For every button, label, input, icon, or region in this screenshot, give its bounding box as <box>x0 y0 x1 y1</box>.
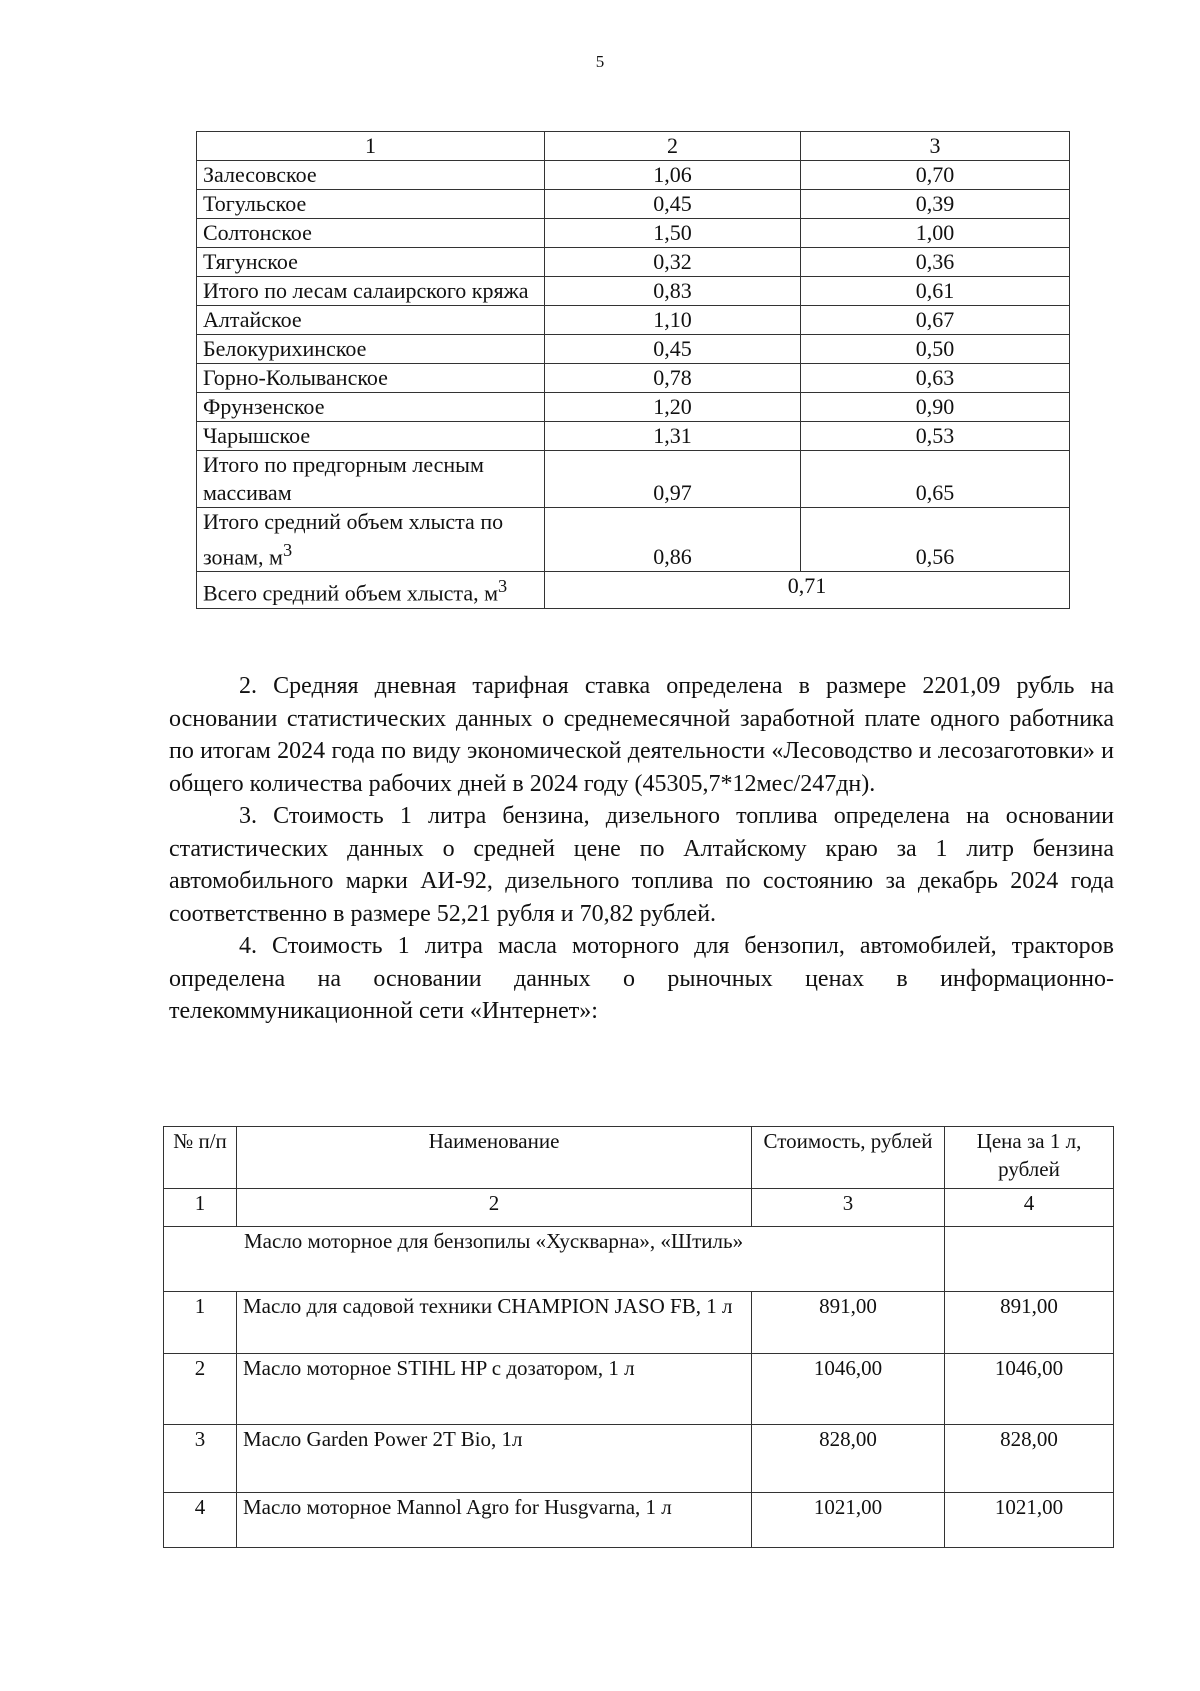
value-col2: 1,10 <box>545 306 801 335</box>
table-row <box>164 1493 1114 1548</box>
table-row <box>197 306 1070 335</box>
forest-name-text: Алтайское <box>203 307 302 332</box>
value-col2: 0,45 <box>545 335 801 364</box>
table-row <box>197 335 1070 364</box>
header-number: № п/п <box>164 1127 237 1189</box>
table-row <box>197 190 1070 219</box>
total-row <box>197 572 1070 608</box>
value-col3: 0,56 <box>801 508 1070 572</box>
forest-name <box>197 422 545 451</box>
value-col2: 0,97 <box>545 451 801 508</box>
stem-volume-table <box>196 131 1070 609</box>
forest-name-text: Итого по предгорным лесным массивам <box>203 452 484 505</box>
price-per-liter: 1021,00 <box>945 1493 1114 1548</box>
forest-name-text: Тогульское <box>203 191 307 216</box>
section-row <box>164 1227 1114 1292</box>
total-value: 0,71 <box>545 572 1070 608</box>
value-col2: 0,83 <box>545 277 801 306</box>
column-number: 2 <box>545 132 801 161</box>
paragraph-oil-cost: 4. Стоимость 1 литра масла моторного для бензопил, автомобилей, тракторов определена на основании данных о рыночных ценах в информационно-телекоммуникационной сети «Интернет»: <box>169 933 1114 1024</box>
table-row <box>197 219 1070 248</box>
forest-name-text: Фрунзенское <box>203 394 325 419</box>
value-col3: 0,90 <box>801 393 1070 422</box>
product-cost: 828,00 <box>752 1425 945 1493</box>
forest-name <box>197 161 545 190</box>
forest-name-text: Чарышское <box>203 423 311 448</box>
table-row <box>197 393 1070 422</box>
value-col3: 0,39 <box>801 190 1070 219</box>
forest-name-text: Солтонское <box>203 220 312 245</box>
forest-name <box>197 248 545 277</box>
forest-name <box>197 306 545 335</box>
column-number: 3 <box>752 1189 945 1227</box>
header-cost: Стоимость, рублей <box>752 1127 945 1189</box>
product-name: Масло моторное Mannol Agro for Husgvarna, 1 л <box>237 1493 752 1548</box>
value-col2: 0,32 <box>545 248 801 277</box>
value-col2: 1,50 <box>545 219 801 248</box>
empty-cell <box>945 1227 1114 1292</box>
column-number: 4 <box>945 1189 1114 1227</box>
header-name: Наименование <box>237 1127 752 1189</box>
table-row <box>197 248 1070 277</box>
table-row <box>197 277 1070 306</box>
forest-name-text: Залесовское <box>203 162 317 187</box>
section-title: Масло моторное для бензопилы «Хускварна», «Штиль» <box>164 1227 945 1292</box>
value-col3: 0,61 <box>801 277 1070 306</box>
table-row <box>197 451 1070 508</box>
column-numbers-row <box>164 1189 1114 1227</box>
row-number: 3 <box>164 1425 237 1493</box>
page-number: 5 <box>595 52 605 71</box>
forest-name <box>197 277 545 306</box>
value-col2: 1,20 <box>545 393 801 422</box>
table-row <box>197 508 1070 572</box>
table-header-row <box>197 132 1070 161</box>
total-label <box>197 572 545 608</box>
column-number: 1 <box>164 1189 237 1227</box>
table-row <box>197 422 1070 451</box>
forest-name-text: Горно-Колыванское <box>203 365 388 390</box>
forest-name-text: Итого средний объем хлыста по зонам, м <box>203 509 504 570</box>
body-text <box>169 670 1114 1028</box>
forest-name <box>197 364 545 393</box>
table-row <box>164 1292 1114 1354</box>
forest-name <box>197 393 545 422</box>
value-col2: 1,31 <box>545 422 801 451</box>
row-number: 4 <box>164 1493 237 1548</box>
price-per-liter: 891,00 <box>945 1292 1114 1354</box>
forest-name <box>197 190 545 219</box>
value-col3: 0,67 <box>801 306 1070 335</box>
row-number: 2 <box>164 1354 237 1425</box>
value-col2: 0,45 <box>545 190 801 219</box>
table-header-row <box>164 1127 1114 1189</box>
product-name: Масло моторное STIHL HP с дозатором, 1 л <box>237 1354 752 1425</box>
forest-name <box>197 508 545 572</box>
product-cost: 1046,00 <box>752 1354 945 1425</box>
column-number: 2 <box>237 1189 752 1227</box>
product-name: Масло Garden Power 2T Bio, 1л <box>237 1425 752 1493</box>
forest-name <box>197 335 545 364</box>
price-per-liter: 1046,00 <box>945 1354 1114 1425</box>
motor-oil-price-table <box>163 1126 1114 1548</box>
value-col3: 0,70 <box>801 161 1070 190</box>
forest-name <box>197 451 545 508</box>
column-number: 3 <box>801 132 1070 161</box>
value-col3: 1,00 <box>801 219 1070 248</box>
header-price: Цена за 1 л, рублей <box>945 1127 1114 1189</box>
forest-name-text: Белокурихинское <box>203 336 367 361</box>
column-number: 1 <box>197 132 545 161</box>
product-name: Масло для садовой техники CHAMPION JASO FB, 1 л <box>237 1292 752 1354</box>
value-col3: 0,65 <box>801 451 1070 508</box>
table-row <box>164 1425 1114 1493</box>
value-col2: 1,06 <box>545 161 801 190</box>
forest-name-text: Итого по лесам салаирского кряжа <box>203 278 529 303</box>
paragraph-tariff-rate: 2. Средняя дневная тарифная ставка определена в размере 2201,09 рубль на основании статистических данных о среднемесячной заработной плате одного работника по итогам 2024 года по виду экономической деятельности «Лесоводство и лесозаготовки» и общего количества рабочих дней в 2024 году (45305,7*12мес/247дн). <box>169 673 1114 797</box>
row-number: 1 <box>164 1292 237 1354</box>
value-col3: 0,63 <box>801 364 1070 393</box>
value-col2: 0,78 <box>545 364 801 393</box>
value-col3: 0,53 <box>801 422 1070 451</box>
forest-name <box>197 219 545 248</box>
table-row <box>197 364 1070 393</box>
product-cost: 1021,00 <box>752 1493 945 1548</box>
value-col2: 0,86 <box>545 508 801 572</box>
table-row <box>164 1354 1114 1425</box>
product-cost: 891,00 <box>752 1292 945 1354</box>
forest-name-text: Тягунское <box>203 249 298 274</box>
superscript: 3 <box>498 576 508 597</box>
value-col3: 0,36 <box>801 248 1070 277</box>
paragraph-fuel-cost: 3. Стоимость 1 литра бензина, дизельного топлива определена на основании статистических данных о средней цене по Алтайскому краю за 1 литр бензина автомобильного марки АИ-92, дизельного топлива по состоянию за декабрь 2024 года соответственно в размере 52,21 рубля и 70,82 рублей. <box>169 803 1114 927</box>
price-per-liter: 828,00 <box>945 1425 1114 1493</box>
superscript: 3 <box>282 540 293 560</box>
table-row <box>197 161 1070 190</box>
value-col3: 0,50 <box>801 335 1070 364</box>
total-label-text: Всего средний объем хлыста, м <box>203 580 499 606</box>
